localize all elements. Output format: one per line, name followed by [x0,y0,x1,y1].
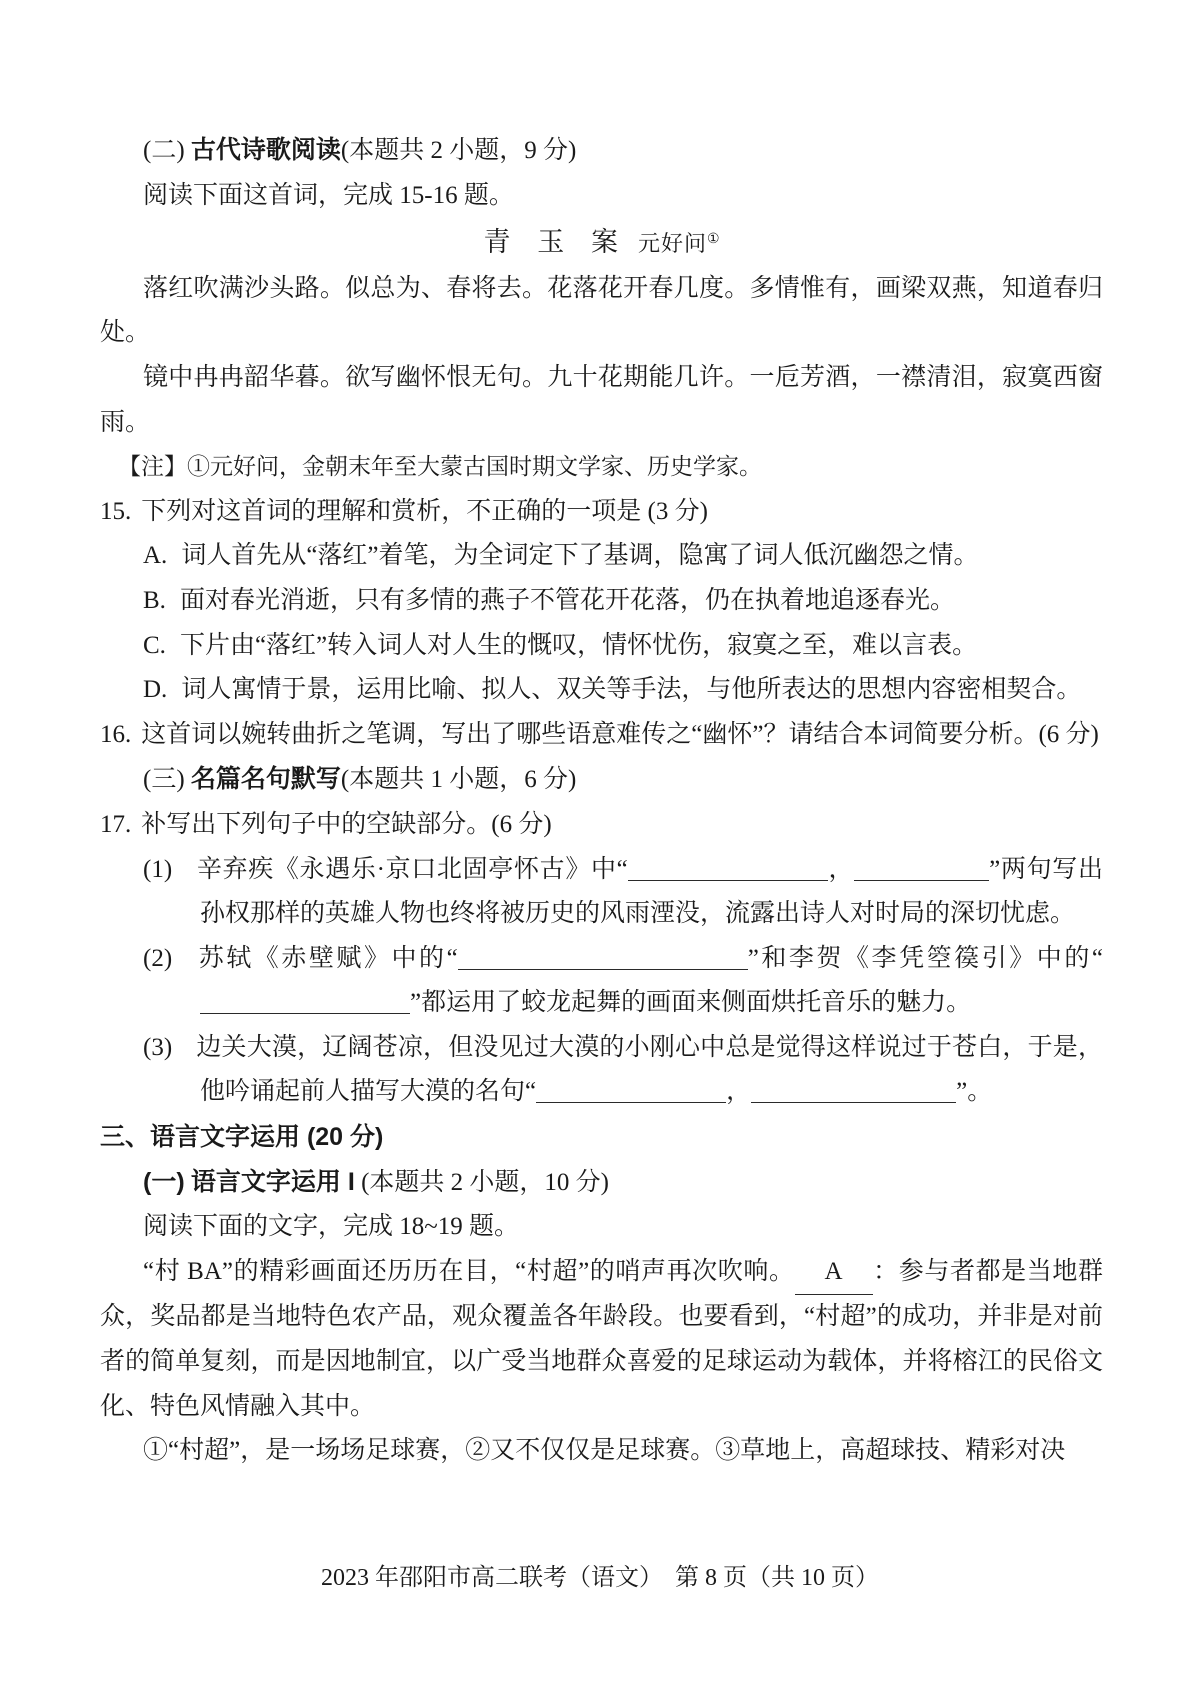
item-3-label: (3) [143,1033,173,1061]
section2-meta: (本题共 2 小题，9 分) [340,137,577,164]
subsection-meta: (本题共 2 小题，10 分) [361,1168,609,1196]
answer-blank-a: A [795,1250,873,1296]
section2-intro: 阅读下面这首词，完成 15-16 题。 [143,181,514,209]
item-2-label: (2) [143,944,173,972]
question-17-number: 17. [100,810,132,838]
item-1-label: (1) [143,855,173,883]
question-15-number: 15. [100,497,132,525]
item-3-mid: ， [726,1078,752,1106]
option-a-text: 词人首先从“落红”着笔，为全词定下了基调，隐寓了词人低沉幽怨之情。 [181,542,979,570]
section-language-heading: 三、语言文字运用 (20 分) [100,1123,384,1152]
question-15-option-d [143,668,1103,713]
section2-label: (二) [143,137,185,164]
section3-title: 名篇名句默写 [190,765,341,794]
section2-heading [143,128,1103,174]
poem-note: 【注】①元好问，金朝末年至大蒙古国时期文学家、历史学家。 [118,454,762,480]
question-15-stem [100,490,1103,535]
subsection-label: (一) [143,1167,185,1196]
language1-intro: 阅读下面的文字，完成 18~19 题。 [143,1213,520,1241]
answer-blank [854,853,989,880]
poem-author: 元好问 [637,231,707,257]
option-d-label: D. [143,676,168,704]
section3-label: (三) [143,766,185,794]
option-d-text: 词人寓情于景，运用比喻、拟人、双关等手法，与他所表达的思想内容密相契合。 [181,676,1082,704]
poem-title-line [100,218,1103,267]
answer-blank [628,853,828,880]
language1-passage-2: ①“村超”，是一场场足球赛，②又不仅仅是足球赛。③草地上，高超球技、精彩对决 [143,1437,1066,1465]
option-a-label: A. [143,542,168,570]
option-b-text: 面对春光消逝，只有多情的燕子不管花开花落，仍在执着地追逐春光。 [179,586,955,614]
question-15-option-a [143,534,1103,579]
language1-passage [100,1250,1103,1429]
item-1-cont: 句写出孙权那样的英雄人物也终将被历史的风雨湮没，流露出诗人对时局的深切忧虑。 [200,855,1103,928]
answer-blank [458,942,748,969]
option-b-label: B. [143,586,166,614]
item-3-pre: 边关大漠，辽阔苍凉，但没见过大漠的小刚心中总是觉得这样说过于苍白，于是，他吟诵起前人描写大漠的名句“ [196,1033,1103,1106]
option-c-text: 下片由“落红”转入词人对人生的慨叹，情怀忧伤，寂寞之至，难以言表。 [179,631,978,659]
question-17-item-3 [143,1026,1103,1115]
question-16-stem [100,713,1103,758]
question-17-item-2 [143,937,1103,1026]
item-1-mid: ， [827,855,855,883]
passage-pre: “村 BA”的精彩画面还历历在目，“村超”的哨声再次吹响。 [143,1257,795,1285]
passage-post: ：参与者都是当地群众，奖品都是当地特色农产品，观众覆盖各年龄段。也要看到，“村超”的成功，并非是对前者的简单复刻，而是因地制宜，以广受当地群众喜爱的足球运动为载体，并将榕江的民俗文化、特色风情融入其中。 [100,1257,1103,1420]
question-16-text: 这首词以婉转曲折之笔调，写出了哪些语意难传之“幽怀”？请结合本词简要分析。(6 分) [141,720,1099,748]
subsection-language1-heading [143,1160,1103,1206]
subsection-title: 语言文字运用 I [190,1167,355,1196]
question-15-text: 下列对这首词的理解和赏析，不正确的一项是 (3 分) [141,497,708,525]
item-2-open-quote: “ [1091,944,1103,972]
poem-author-note-ref: ① [706,232,720,248]
question-17-item-1 [143,848,1103,937]
answer-blank [751,1076,956,1103]
option-c-label: C. [143,631,166,659]
section3-heading [143,757,1103,803]
section3-meta: (本题共 1 小题，6 分) [340,766,577,794]
poem-title: 青 玉 案 [483,227,628,258]
answer-blank [200,987,410,1014]
item-1-pre: 辛弃疾《永遇乐·京口北固亭怀古》中“ [196,855,628,883]
question-15-option-b [143,579,1103,624]
item-3-post: ”。 [956,1078,993,1106]
page-content [100,128,1103,1474]
question-16-number: 16. [100,720,132,748]
poem-stanza-1: 落红吹满沙头路。似总为、春将去。花落花开春几度。多情惟有，画梁双燕，知道春归处。 [100,274,1103,347]
poem-stanza-2: 镜中冉冉韶华暮。欲写幽怀恨无句。九十花期能几许。一卮芳酒，一襟清泪，寂寞西窗雨。 [100,363,1103,436]
item-2-pre: 苏轼《赤壁赋》中的“ [196,944,458,972]
section2-title: 古代诗歌阅读 [190,136,341,164]
page-footer: 2023 年邵阳市高二联考（语文） 第 8 页（共 10 页） [321,1565,879,1591]
item-2-post: ”都运用了蛟龙起舞的画面来侧面烘托音乐的魅力。 [410,989,972,1017]
item-1-post: ”两 [989,855,1027,883]
question-15-option-c [143,624,1103,669]
answer-blank [536,1076,726,1103]
question-17-stem [100,803,1103,848]
item-2-mid: ”和李贺《李凭箜篌引》中的 [747,944,1092,972]
question-17-text: 补写出下列句子中的空缺部分。(6 分) [141,810,552,838]
